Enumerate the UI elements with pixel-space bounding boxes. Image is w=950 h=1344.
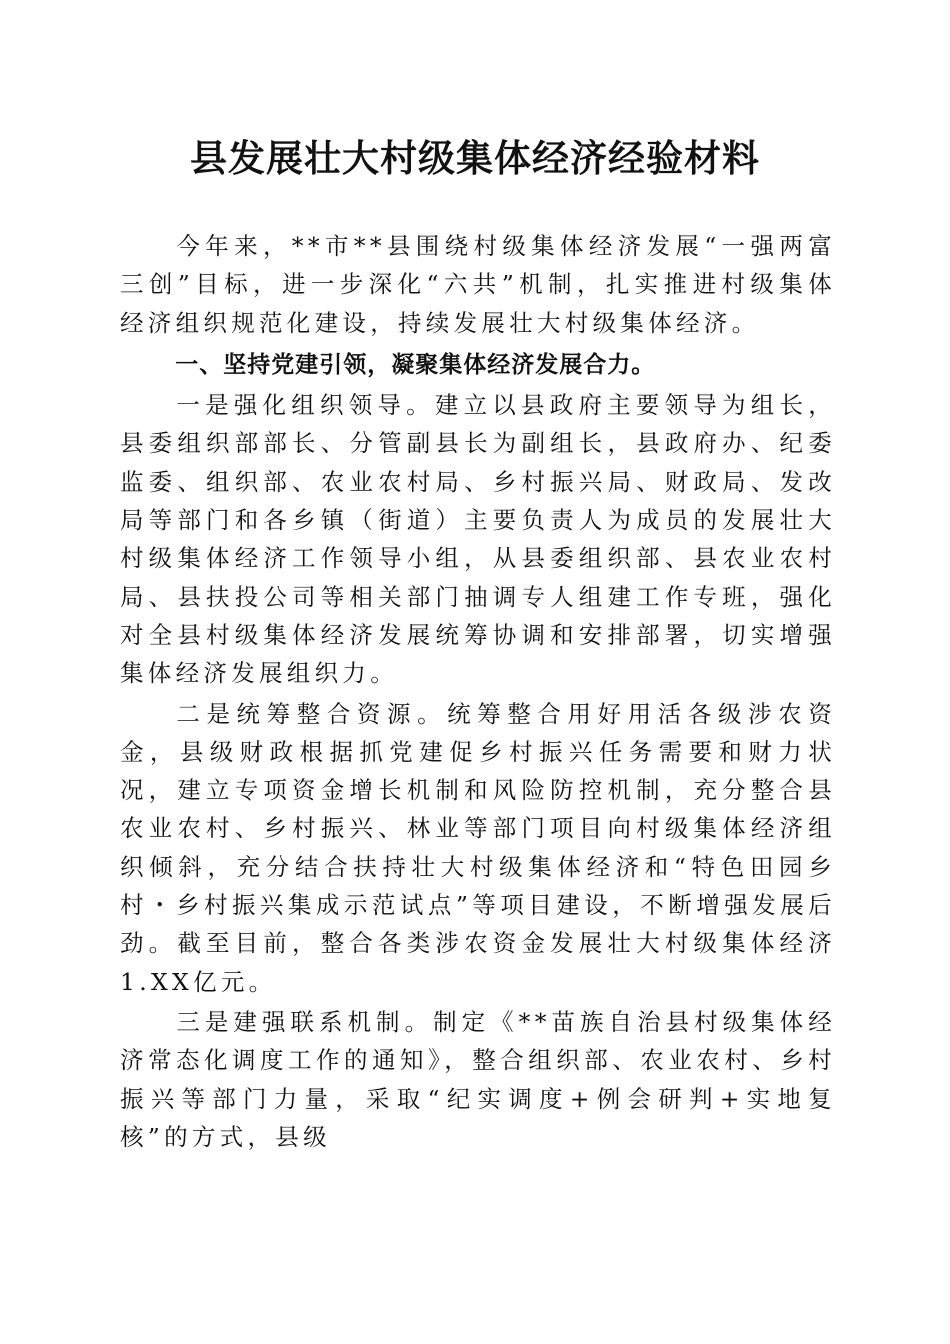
section-heading: 一、坚持党建引领，凝聚集体经济发展合力。 [175,351,656,378]
paragraph-resources [120,695,836,1001]
paragraph-mechanism [120,1003,836,1156]
paragraph-organization [120,386,836,692]
paragraph-text: 制定《**苗族自治县村级集体经济常态化调度工作的通知》，整合组织部、农业农村、乡村振兴等部门力量，采取“纪实调度+例会研判+实地复核”的方式，县级 [120,1007,837,1151]
paragraph-text: 统筹整合用好用活各级涉农资金，县级财政根据抓党建促乡村振兴任务需要和财力状况，建立专项资金增长机制和风险防控机制，充分整合县农业农村、乡村振兴、林业等部门项目向村级集体经济组织倾斜，充分结合扶持壮大村级集体经济和“特色田园乡村・乡村振兴集成示范试点”等项目建设，不断增强发展后劲。截至目前，整合各类涉农资金发展壮大村级集体经济1.XX亿元。 [120,699,836,996]
paragraph-text: 建立以县政府主要领导为组长，县委组织部部长、分管副县长为副组长，县政府办、纪委监委、组织部、农业农村局、乡村振兴局、财政局、发改局等部门和各乡镇（街道）主要负责人为成员的发展壮大村级集体经济工作领导小组，从县委组织部、县农业农村局、县扶投公司等相关部门抽调专人组建工作专班，强化对全县村级集体经济发展统筹协调和安排部署，切实增强集体经济发展组织力。 [120,391,836,688]
paragraph-lead: 一是强化组织领导。 [176,391,435,420]
paragraph-lead: 二是统筹整合资源。 [176,699,448,728]
paragraph-lead: 三是建强联系机制。 [176,1007,434,1036]
intro-paragraph: 今年来，**市**县围绕村级集体经济发展“一强两富三创”目标，进一步深化“六共”机制，扎实推进村级集体经济组织规范化建设，持续发展壮大村级集体经济。 [120,232,836,337]
document-body [120,227,836,1156]
document-title: 县发展壮大村级集体经济经验材料 [190,136,760,180]
